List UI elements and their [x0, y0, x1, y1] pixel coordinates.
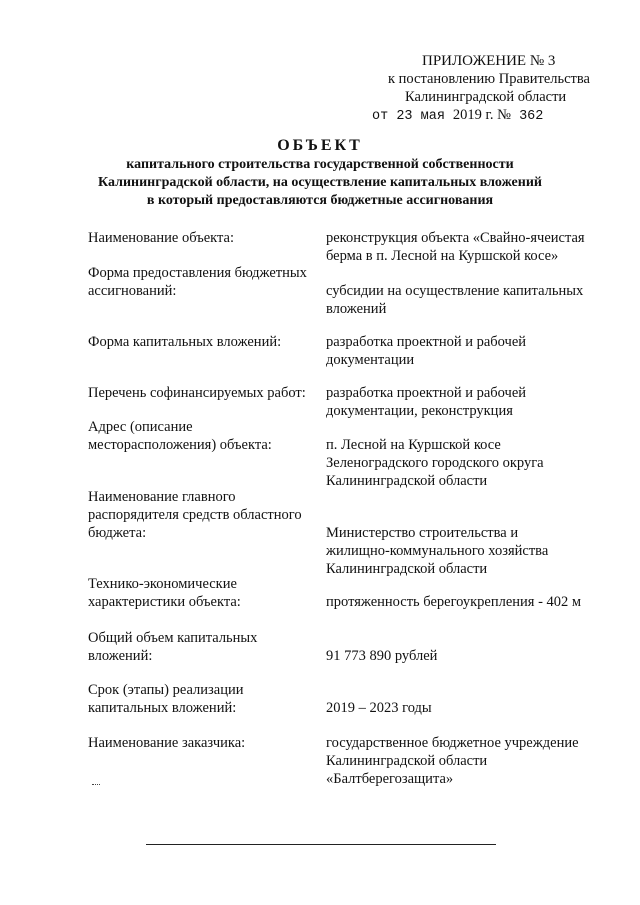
field-label: Наименование заказчика: — [88, 735, 246, 751]
field-label: Наименование объекта: — [88, 230, 234, 246]
field-label: Общий объем капитальных вложений: — [88, 630, 258, 664]
title-main: ОБЪЕКТ — [277, 137, 363, 154]
title-line-2: Калининградской области, на осуществление капитальных вложений — [98, 175, 542, 190]
field-label: Форма капитальных вложений: — [88, 334, 282, 350]
field-value: реконструкция объекта «Свайно-ячеистая берма в п. Лесной на Куршской косе» — [326, 230, 585, 264]
field-value: 91 773 890 рублей — [326, 648, 438, 664]
field-value: разработка проектной и рабочей документации, реконструкция — [326, 385, 527, 419]
resolution-date — [372, 106, 612, 126]
field-label: Форма предоставления бюджетных ассигнований: — [88, 265, 307, 299]
field-value: Министерство строительства и жилищно-коммунального хозяйства Калининградской области — [326, 525, 549, 577]
field-value: государственное бюджетное учреждение Калининградской области «Балтберегозащита» — [326, 735, 579, 787]
field-value: п. Лесной на Куршской косе Зеленоградского городского округа Калининградской области — [326, 437, 544, 489]
field-value: 2019 – 2023 годы — [326, 700, 432, 716]
scan-artifact — [92, 784, 100, 788]
field-value: протяженность берегоукрепления - 402 м — [326, 594, 582, 610]
resolution-number: 362 — [519, 109, 544, 124]
field-label: Срок (этапы) реализации капитальных вложений: — [88, 682, 244, 716]
resolution-reference: к постановлению Правительства — [388, 71, 590, 87]
appendix-number: ПРИЛОЖЕНИЕ № 3 — [422, 53, 556, 69]
field-label: Наименование главного распорядителя средств областного бюджета: — [88, 489, 302, 541]
field-value: разработка проектной и рабочей документации — [326, 334, 527, 368]
appendix-header — [372, 52, 612, 126]
document-title — [0, 136, 640, 210]
closing-rule — [146, 844, 496, 845]
field-label: Адрес (описание месторасположения) объекта: — [88, 419, 272, 453]
date-day-month: 23 мая — [396, 109, 445, 124]
title-line-1: капитального строительства государственной собственности — [126, 157, 514, 172]
field-label: Перечень софинансируемых работ: — [88, 385, 306, 401]
date-prefix: от — [372, 109, 389, 124]
title-line-3: в который предоставляются бюджетные ассигнования — [146, 193, 494, 208]
field-label: Технико-экономические характеристики объекта: — [88, 576, 241, 610]
date-year: 2019 г. № — [452, 107, 511, 123]
field-value: субсидии на осуществление капитальных вложений — [326, 283, 584, 317]
region-name: Калининградской области — [405, 89, 567, 105]
